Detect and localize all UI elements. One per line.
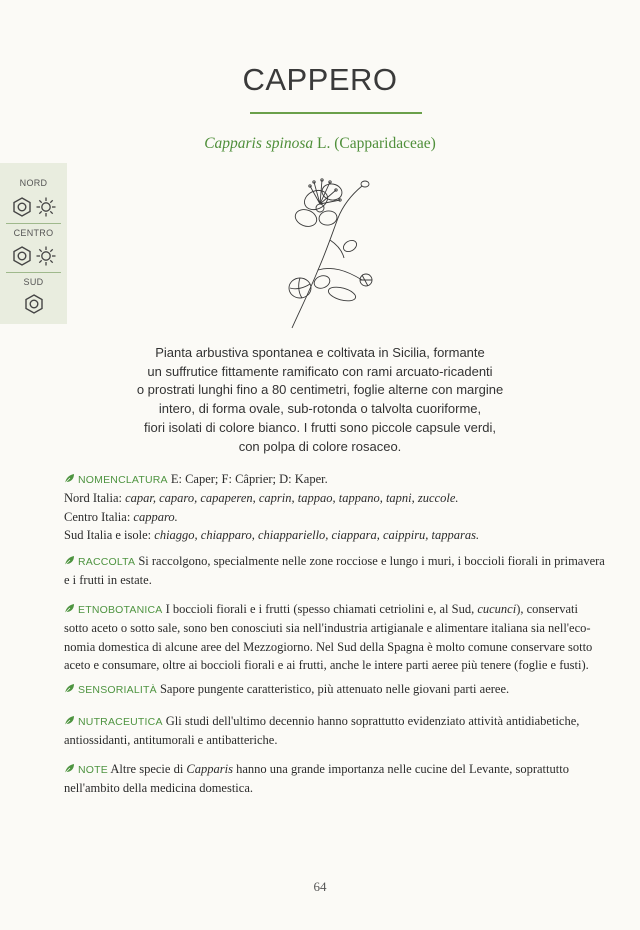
region-icons-sud xyxy=(0,294,67,314)
section-raccolta xyxy=(64,552,608,590)
title-underline xyxy=(250,112,422,114)
section-text: Sapore pungente caratteristico, più attenuato nelle giovani parti aeree. xyxy=(159,682,510,696)
section-text: cucunci xyxy=(477,602,517,616)
page-number: 64 xyxy=(313,879,327,894)
sun-icon xyxy=(36,197,56,217)
description-line: con polpa di colore rosaceo. xyxy=(238,438,402,454)
section-text: nell'ambito della medicina domestica. xyxy=(64,781,253,796)
region-name-label: Sud Italia e isole: xyxy=(64,528,155,543)
section-text: Gli studi dell'ultimo decennio hanno soprattutto evidenziato attività antidiabetiche, xyxy=(165,714,580,728)
section-text: antiossidanti, antitumorali e antibatteriche. xyxy=(64,733,278,748)
section-heading: SENSORIALITÀ xyxy=(78,684,157,696)
caper-plant-illustration xyxy=(270,170,390,330)
species-family: L. (Capparidaceae) xyxy=(313,135,436,152)
description-line: intero, di forma ovale, sub-rotonda o talvolta cuoriforme, xyxy=(158,401,482,417)
section-nomenclatura xyxy=(64,470,608,545)
language-names: E: Caper; F: Câprier; D: Kaper. xyxy=(170,472,328,486)
species-name: Capparis spinosa xyxy=(204,135,314,152)
description-line: o prostrati lunghi fino a 80 centimetri, foglie alterne con margine xyxy=(136,382,504,398)
region-name-label: Nord Italia: xyxy=(64,491,126,506)
region-icons-centro xyxy=(0,246,67,266)
region-sidebar xyxy=(0,163,67,324)
description-line: Pianta arbustiva spontanea e coltivata in Sicilia, formante xyxy=(155,345,485,360)
section-note xyxy=(64,760,608,798)
sun-icon xyxy=(36,246,56,266)
section-sensorialita xyxy=(64,680,608,699)
region-divider xyxy=(6,272,61,273)
section-heading: NOMENCLATURA xyxy=(78,474,168,486)
cultivated-icon xyxy=(24,294,44,314)
dialect-names: capar, caparo, capaperen, caprin, tappao, tappano, tapni, zuccole. xyxy=(125,491,459,506)
page-title: CAPPERO xyxy=(242,62,398,97)
description-line: fiori isolati di colore bianco. I frutti sono piccole capsule verdi, xyxy=(144,419,496,435)
section-heading: ETNOBOTANICA xyxy=(78,604,163,616)
description-line: un suffrutice fittamente ramificato con rami arcuato-ricadenti xyxy=(147,363,493,379)
section-text: sotto aceto o sotto sale, sono ben conosciuti sia nell'industria artigianale e alimentare italiana sia nell'eco- xyxy=(64,621,591,636)
section-heading: NOTE xyxy=(78,764,108,776)
section-text: Capparis xyxy=(186,762,233,776)
plant-description xyxy=(118,344,522,456)
section-text: I boccioli fiorali e i frutti (spesso chiamati cetriolini e, al Sud, xyxy=(165,602,478,616)
leaf-icon xyxy=(64,473,75,484)
leaf-icon xyxy=(64,763,75,774)
leaf-icon xyxy=(64,555,75,566)
section-text: Si raccolgono, specialmente nelle zone rocciose e lungo i muri, i boccioli fiorali in primavera xyxy=(138,554,605,568)
section-etnobotanica xyxy=(64,600,608,675)
region-name-label: Centro Italia: xyxy=(64,509,134,524)
cultivated-icon xyxy=(12,197,32,217)
section-text: nomia domestica di alcune aree del Mezzogiorno. Nel Sud della Spagna è molto comune conservare sotto xyxy=(64,639,593,654)
dialect-names: chiaggo, chiapparo, chiappariello, ciappara, caippiru, tapparas. xyxy=(154,528,480,543)
leaf-icon xyxy=(64,715,75,726)
section-text: aceto e consumare, oltre ai boccioli fiorali e ai frutti, anche le intere parti aeree più tenere (foglie e fusti). xyxy=(64,658,589,673)
region-icons-nord xyxy=(0,197,67,217)
cultivated-icon xyxy=(12,246,32,266)
section-text: Altre specie di xyxy=(110,762,187,776)
region-label-sud: SUD xyxy=(23,277,44,287)
section-text: hanno una grande importanza nelle cucine del Levante, soprattutto xyxy=(232,762,569,776)
region-divider xyxy=(6,223,61,224)
section-heading: NUTRACEUTICA xyxy=(78,716,163,728)
dialect-names: capparo. xyxy=(133,509,178,524)
section-nutraceutica xyxy=(64,712,608,750)
region-label-centro: CENTRO xyxy=(13,228,54,238)
region-label-nord: NORD xyxy=(19,178,48,188)
leaf-icon xyxy=(64,603,75,614)
section-heading: RACCOLTA xyxy=(78,556,136,568)
section-text: ), conservati xyxy=(516,602,578,616)
leaf-icon xyxy=(64,683,75,694)
section-text: e i frutti in estate. xyxy=(64,573,152,588)
species-subtitle xyxy=(0,135,640,153)
